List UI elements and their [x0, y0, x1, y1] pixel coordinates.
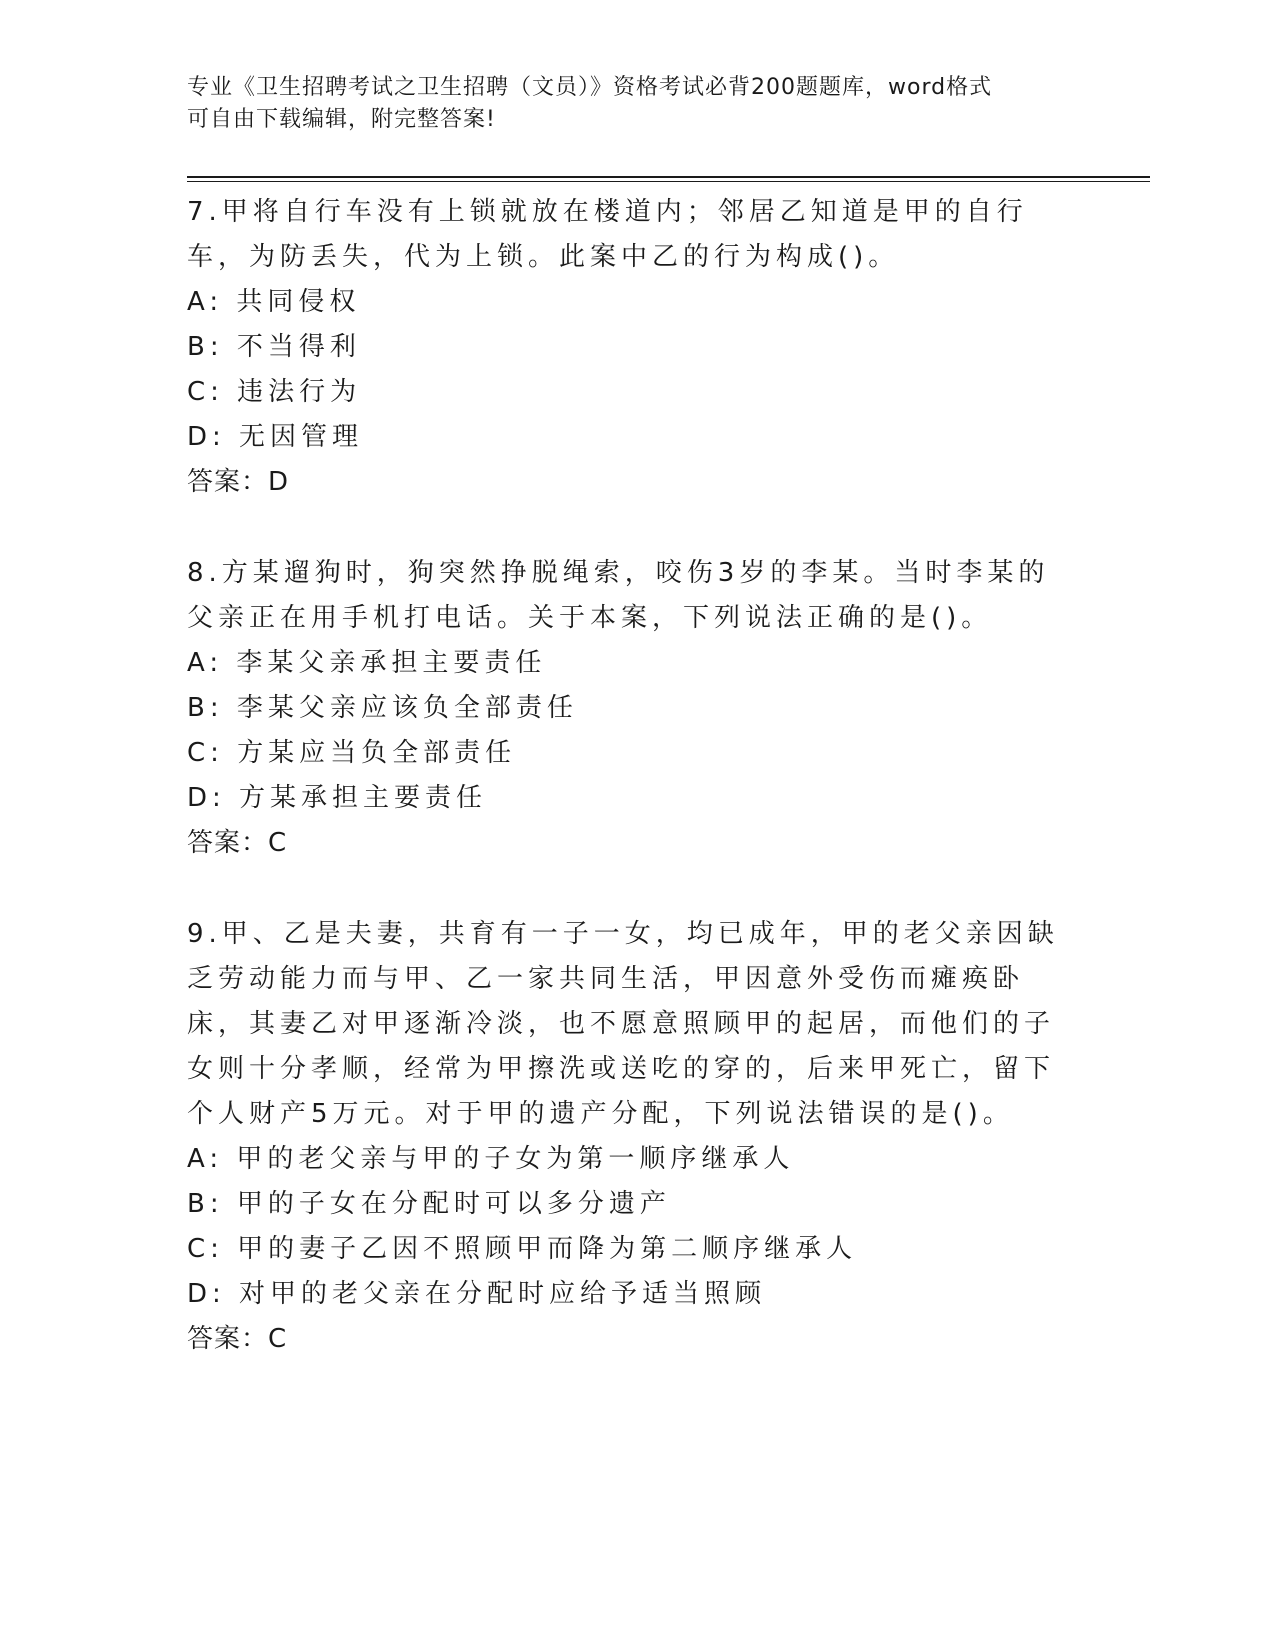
option-a: A: 李某父亲承担主要责任	[187, 648, 547, 678]
option-d: D: 无因管理	[187, 422, 364, 452]
option-list	[187, 641, 1067, 821]
option-b: B: 甲的子女在分配时可以多分遗产	[187, 1189, 671, 1219]
option-list	[187, 280, 1067, 460]
option-list	[187, 1137, 1067, 1317]
header-line-2: 可自由下载编辑，附完整答案!	[187, 107, 496, 132]
question-list	[187, 190, 1067, 1408]
question-9	[187, 912, 1067, 1362]
option-c: C: 方某应当负全部责任	[187, 738, 517, 768]
option-d: D: 对甲的老父亲在分配时应给予适当照顾	[187, 1279, 767, 1309]
header-rule-thin	[187, 181, 1150, 182]
question-text: 8.方某遛狗时，狗突然挣脱绳索，咬伤3岁的李某。当时李某的父亲正在用手机打电话。关于本案，下列说法正确的是()。	[187, 558, 1050, 633]
document-header	[187, 72, 1067, 136]
option-a: A: 共同侵权	[187, 287, 361, 317]
question-8	[187, 551, 1067, 866]
option-c: C: 甲的妻子乙因不照顾甲而降为第二顺序继承人	[187, 1234, 858, 1264]
answer-line: 答案：C	[187, 1324, 288, 1354]
option-c: C: 违法行为	[187, 377, 362, 407]
question-text: 9.甲、乙是夫妻，共育有一子一女，均已成年，甲的老父亲因缺乏劳动能力而与甲、乙一家共同生活，甲因意外受伤而瘫痪卧床，其妻乙对甲逐渐冷淡，也不愿意照顾甲的起居，而他们的子女则十分孝顺，经常为甲擦洗或送吃的穿的，后来甲死亡，留下个人财产5万元。对于甲的遗产分配，下列说法错误的是()。	[187, 919, 1059, 1129]
answer-line: 答案：D	[187, 467, 290, 497]
answer-line: 答案：C	[187, 828, 288, 858]
option-d: D: 方某承担主要责任	[187, 783, 488, 813]
question-7	[187, 190, 1067, 505]
option-a: A: 甲的老父亲与甲的子女为第一顺序继承人	[187, 1144, 795, 1174]
header-rule-thick	[187, 176, 1150, 178]
question-text: 7.甲将自行车没有上锁就放在楼道内；邻居乙知道是甲的自行车，为防丢失，代为上锁。此案中乙的行为构成()。	[187, 197, 1028, 272]
header-line-1: 专业《卫生招聘考试之卫生招聘（文员）》资格考试必背200题题库，word格式	[187, 75, 993, 100]
option-b: B: 李某父亲应该负全部责任	[187, 693, 578, 723]
option-b: B: 不当得利	[187, 332, 361, 362]
